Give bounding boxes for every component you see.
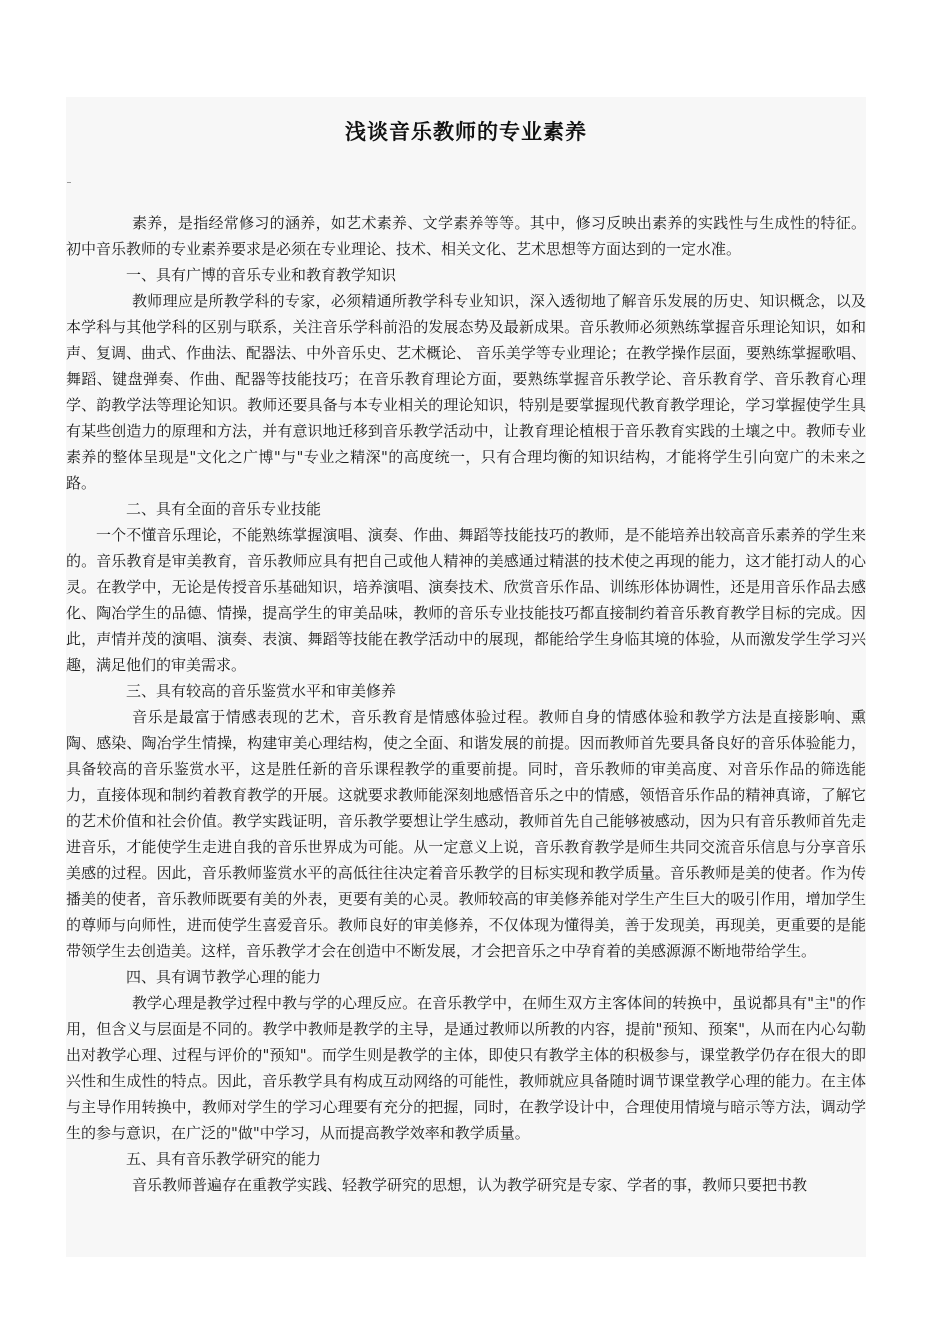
section-heading-1: 一、具有广博的音乐专业和教育教学知识	[126, 266, 397, 284]
section-heading-5: 五、具有音乐教学研究的能力	[126, 1150, 322, 1168]
paragraph-intro: 素养，是指经常修习的涵养，如艺术素养、文学素养等等。其中，修习反映出素养的实践性与生成性的特征。初中音乐教师的专业素养要求是必须在专业理论、技术、相关文化、艺术思想等方面达到的一定水准。	[66, 214, 866, 258]
section-heading-3: 三、具有较高的音乐鉴赏水平和审美修养	[126, 682, 397, 700]
paragraph-section-1: 教师理应是所教学科的专家，必须精通所教学科专业知识，深入透彻地了解音乐发展的历史、知识概念，以及本学科与其他学科的区别与联系，关注音乐学科前沿的发展态势及最新成果。音乐教师必须熟练掌握音乐理论知识，如和声、复调、曲式、作曲法、配器法、中外音乐史、艺术概论、 音乐美学等专业理论；在教学操作层面，要熟练掌握歌唱、舞蹈、键盘弹奏、作曲、配器等技能技巧；在音乐教育理论方面，要熟练掌握音乐教学论、音乐教育学、音乐教育心理学、韵教学法等理论知识。教师还要具备与本专业相关的理论知识，特别是要掌握现代教育教学理论，学习掌握使学生具有某些创造力的原理和方法，并有意识地迁移到音乐教学活动中，让教育理论植根于音乐教育实践的土壤之中。教师专业素养的整体呈现是"文化之广博"与"专业之精深"的高度统一，只有合理均衡的知识结构，才能将学生引向宽广的未来之路。	[66, 292, 866, 492]
paragraph-section-3: 音乐是最富于情感表现的艺术，音乐教育是情感体验过程。教师自身的情感体验和教学方法是直接影响、熏陶、感染、陶冶学生情操，构建审美心理结构，使之全面、和谐发展的前提。因而教师首先要具备良好的音乐体验能力，具备较高的音乐鉴赏水平，这是胜任新的音乐课程教学的重要前提。同时，音乐教师的审美高度、对音乐作品的筛选能力，直接体现和制约着教育教学的开展。这就要求教师能深刻地感悟音乐之中的情感，领悟音乐作品的精神真谛，了解它的艺术价值和社会价值。教学实践证明，音乐教学要想让学生感动，教师首先自己能够被感动，因为只有音乐教师首先走进音乐，才能使学生走进自我的音乐世界成为可能。从一定意义上说，音乐教育教学是师生共同交流音乐信息与分享音乐美感的过程。因此，音乐教师鉴赏水平的高低往往决定着音乐教学的目标实现和教学质量。音乐教师是美的使者。作为传播美的使者，音乐教师既要有美的外表，更要有美的心灵。教师较高的审美修养能对学生产生巨大的吸引作用，增加学生的尊师与向师性，进而使学生喜爱音乐。教师良好的审美修养，不仅体现为懂得美，善于发现美，再现美，更重要的是能带领学生去创造美。这样，音乐教学才会在创造中不断发展，才会把音乐之中孕育着的美感源源不断地带给学生。	[66, 708, 866, 960]
small-mark	[67, 182, 71, 183]
document-body	[66, 210, 866, 1198]
paragraph-section-5: 音乐教师普遍存在重教学实践、轻教学研究的思想，认为教学研究是专家、学者的事，教师只要把书教	[132, 1176, 808, 1194]
paragraph-section-4: 教学心理是教学过程中教与学的心理反应。在音乐教学中，在师生双方主客体间的转换中，虽说都具有"主"的作用，但含义与层面是不同的。教学中教师是教学的主导，是通过教师以所教的内容，提前"预知、预案"，从而在内心勾勒出对教学心理、过程与评价的"预知"。而学生则是教学的主体，即使只有教学主体的积极参与，课堂教学仍存在很大的即兴性和生成性的特点。因此，音乐教学具有构成互动网络的可能性，教师就应具备随时调节课堂教学心理的能力。在主体与主导作用转换中，教师对学生的学习心理要有充分的把握，同时，在教学设计中，合理使用情境与暗示等方法，调动学生的参与意识，在广泛的"做"中学习，从而提高教学效率和教学质量。	[66, 994, 866, 1142]
document-page	[66, 97, 866, 1257]
section-heading-4: 四、具有调节教学心理的能力	[126, 968, 322, 986]
document-title: 浅谈音乐教师的专业素养	[345, 120, 587, 144]
section-heading-2: 二、具有全面的音乐专业技能	[126, 500, 322, 518]
paragraph-section-2: 一个不懂音乐理论，不能熟练掌握演唱、演奏、作曲、舞蹈等技能技巧的教师，是不能培养出较高音乐素养的学生来的。音乐教育是审美教育，音乐教师应具有把自己或他人精神的美感通过精湛的技术使之再现的能力，这才能打动人的心灵。在教学中，无论是传授音乐基础知识，培养演唱、演奏技术、欣赏音乐作品、训练形体协调性，还是用音乐作品去感化、陶冶学生的品德、情操，提高学生的审美品味，教师的音乐专业技能技巧都直接制约着音乐教育教学目标的完成。因此，声情并茂的演唱、演奏、表演、舞蹈等技能在教学活动中的展现，都能给学生身临其境的体验，从而激发学生学习兴趣，满足他们的审美需求。	[66, 526, 866, 674]
